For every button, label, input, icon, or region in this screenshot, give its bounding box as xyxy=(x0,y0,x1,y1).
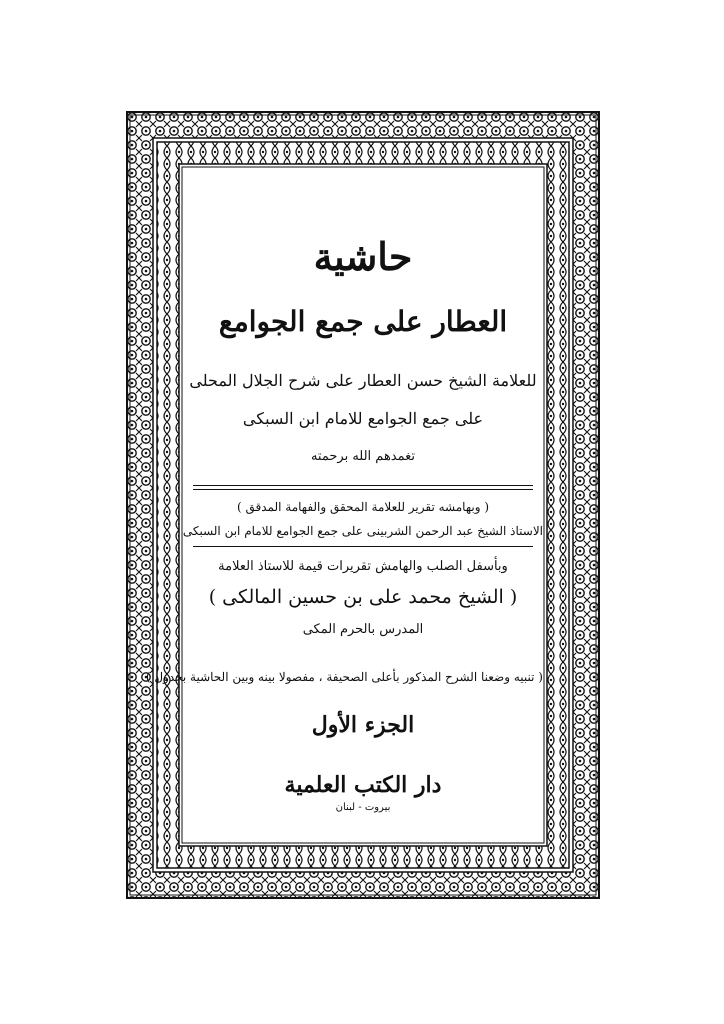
margin-note-line: ( وبهامشه تقرير للعلامة المحقق والفهامة المدقق ) xyxy=(236,500,489,514)
sub-title: العطار على جمع الجوامع xyxy=(218,305,508,338)
divider-rule xyxy=(193,489,533,490)
prayer-line: تغمدهم الله برحمته xyxy=(310,449,416,464)
title-panel xyxy=(145,168,543,842)
scholar-title: المدرس بالحرم المكى xyxy=(302,622,424,637)
layout-note: ( تنبيه وضعنا الشرح المذكور بأعلى الصحيفة ، مفصولا بينه وبين الحاشية بجدول ) xyxy=(145,670,543,684)
margin-author-line: الاستاذ الشيخ عبد الرحمن الشربينى على جمع الجوامع للامام ابن السبكى xyxy=(182,524,543,538)
work-line: على جمع الجوامع للامام ابن السبكى xyxy=(242,409,484,428)
ornamental-frame xyxy=(125,110,601,900)
author-line: للعلامة الشيخ حسن العطار على شرح الجلال المحلى xyxy=(189,371,537,390)
publisher-city: بيروت - لبنان xyxy=(335,802,391,813)
divider-rule xyxy=(193,546,533,547)
notes-line: وبأسفل الصلب والهامش تقريرات قيمة للاستاذ العلامة xyxy=(218,559,508,574)
divider-rule xyxy=(193,485,533,486)
publisher-name: دار الكتب العلمية xyxy=(284,772,442,798)
volume-label: الجزء الأول xyxy=(311,712,415,738)
scholar-name: ( الشيخ محمد على بن حسين المالكى ) xyxy=(208,586,518,608)
main-title: حاشية xyxy=(313,234,413,279)
